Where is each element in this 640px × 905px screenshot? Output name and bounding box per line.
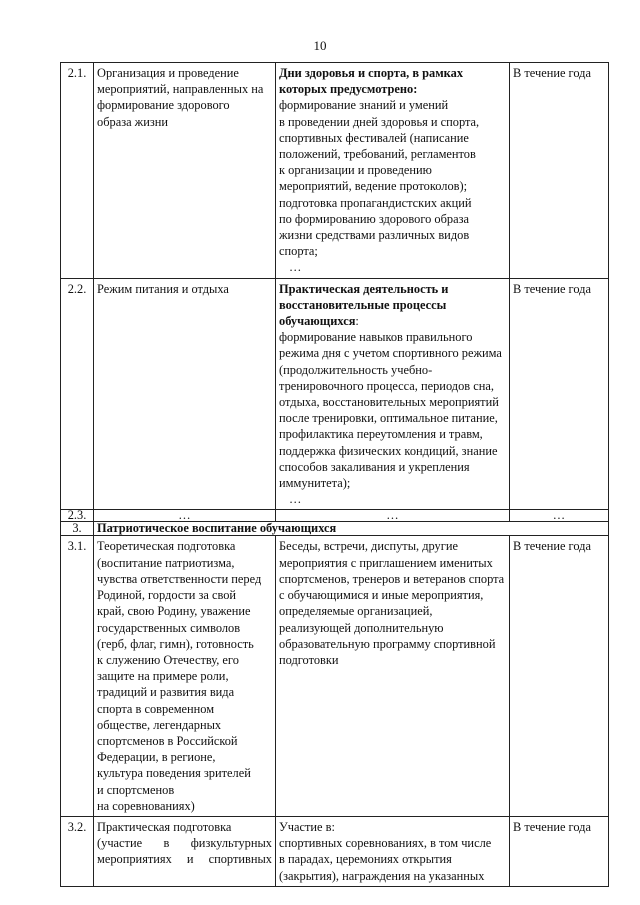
text-line: Беседы, встречи, диспуты, другие	[279, 539, 458, 554]
content-heading: Практическая деятельность и	[279, 281, 449, 296]
text-line: Организация и проведение	[97, 66, 239, 80]
text-line: к организации и проведению	[279, 163, 432, 178]
row-number: 2.2.	[61, 278, 94, 510]
section-row	[61, 522, 609, 536]
text-line: спорта;	[279, 244, 318, 259]
content-heading: которых предусмотрено:	[279, 82, 418, 97]
table-row	[61, 510, 609, 522]
ellipsis: …	[289, 260, 302, 275]
activity-content	[276, 536, 510, 816]
row-number: 2.3.	[61, 510, 94, 522]
text-line: тренировочного процесса, периодов сна,	[279, 378, 494, 393]
text-line: режима дня с учетом спортивного режима	[279, 346, 502, 361]
text-line: Практическая подготовка	[97, 819, 232, 834]
activity-name: …	[94, 510, 276, 522]
table-row	[61, 278, 609, 510]
term: В течение года	[510, 63, 609, 279]
text-line: мероприятий, ведение протоколов);	[279, 179, 468, 194]
content-heading-line	[279, 313, 506, 329]
text-line: поддержка физических кондиций, знание	[279, 443, 498, 458]
activity-content	[276, 278, 510, 510]
text-line: с обучающимися и иные мероприятия,	[279, 588, 484, 603]
text-line: спорта в современном	[97, 701, 215, 716]
text-line: (воспитание патриотизма,	[97, 555, 235, 570]
text-line: спортсменов, тренеров и ветеранов спорта	[279, 571, 505, 586]
activity-name	[94, 278, 276, 510]
heading-colon: :	[355, 314, 359, 329]
text-line: мероприятия с приглашением именитых	[279, 555, 493, 570]
text-line: определяемые организацией,	[279, 604, 433, 619]
activity-content: …	[276, 510, 510, 522]
content-heading: обучающихся	[279, 314, 356, 329]
page-number: 10	[313, 38, 327, 53]
section-number: 3.	[61, 522, 94, 536]
text-line: (закрытия), награждения на указанных	[279, 868, 485, 883]
term: В течение года	[510, 278, 609, 510]
section-title: Патриотическое воспитание обучающихся	[94, 522, 609, 536]
text-line: Участие в:	[279, 819, 335, 834]
text-line: традиций и развития вида	[97, 685, 235, 700]
activity-content	[276, 816, 510, 886]
text-line: жизни средствами различных видов	[279, 228, 470, 243]
text-line: формирование навыков правильного	[279, 330, 473, 345]
table-row	[61, 816, 609, 886]
text-line: по формированию здорового образа	[279, 211, 469, 226]
row-number: 3.1.	[61, 536, 94, 816]
text-line: мероприятиях и спортивных	[97, 852, 272, 867]
text-line: (герб, флаг, гимн), готовность	[97, 636, 254, 651]
text-line: Родиной, гордости за свой	[97, 588, 237, 603]
text-line: подготовка пропагандистских акций	[279, 195, 472, 210]
text-line: Федерации, в регионе,	[97, 750, 216, 765]
text-line: образа жизни	[97, 114, 169, 129]
activities-table	[60, 62, 609, 887]
content-heading: восстановительные процессы	[279, 297, 447, 312]
text-line: спортивных соревнованиях, в том числе	[279, 836, 492, 851]
table-row	[61, 63, 609, 279]
row-number: 3.2.	[61, 816, 94, 886]
text-line: спортсменов в Российской	[97, 733, 238, 748]
content-heading: Дни здоровья и спорта, в рамках	[279, 66, 464, 80]
text-line: иммунитета);	[279, 476, 351, 491]
text-line: государственных символов	[97, 620, 241, 635]
text-line: на соревнованиях)	[97, 798, 195, 813]
text-line: профилактика переутомления и травм,	[279, 427, 483, 442]
activity-name	[94, 63, 276, 279]
activity-content	[276, 63, 510, 279]
text-line: образовательную программу спортивной	[279, 636, 496, 651]
text-line: в парадах, церемониях открытия	[279, 852, 452, 867]
text-line: после тренировки, оптимальное питание,	[279, 411, 498, 426]
text-line: (продолжительность учебно-	[279, 362, 433, 377]
text-line: защите на примере роли,	[97, 669, 229, 684]
table-row	[61, 536, 609, 816]
text-line: к служению Отечеству, его	[97, 652, 239, 667]
text-line: реализующей дополнительную	[279, 620, 444, 635]
text-line: край, свою Родину, уважение	[97, 604, 251, 619]
term: …	[510, 510, 609, 522]
text-line: спортивных фестивалей (написание	[279, 130, 469, 145]
text-line: чувства ответственности перед	[97, 571, 262, 586]
text-line: и спортсменов	[97, 782, 175, 797]
text-line: формирование здорового	[97, 98, 230, 113]
text-line: формирование знаний и умений	[279, 98, 449, 113]
text-line: способов закаливания и укрепления	[279, 459, 470, 474]
text-line: обществе, легендарных	[97, 717, 222, 732]
activity-name	[94, 816, 276, 886]
text-line: подготовки	[279, 652, 339, 667]
text-line: Теоретическая подготовка	[97, 539, 236, 554]
term: В течение года	[510, 536, 609, 816]
term: В течение года	[510, 816, 609, 886]
row-number: 2.1.	[61, 63, 94, 279]
activity-name	[94, 536, 276, 816]
text-line: положений, требований, регламентов	[279, 147, 476, 162]
text-line: в проведении дней здоровья и спорта,	[279, 114, 480, 129]
text-line: отдыха, восстановительных мероприятий	[279, 395, 499, 410]
text-line: мероприятий, направленных на	[97, 82, 264, 97]
ellipsis: …	[289, 492, 302, 507]
text-line: культура поведения зрителей	[97, 766, 251, 781]
text-line: (участие в физкультурных	[97, 836, 272, 851]
text-line: Режим питания и отдыха	[97, 281, 229, 296]
